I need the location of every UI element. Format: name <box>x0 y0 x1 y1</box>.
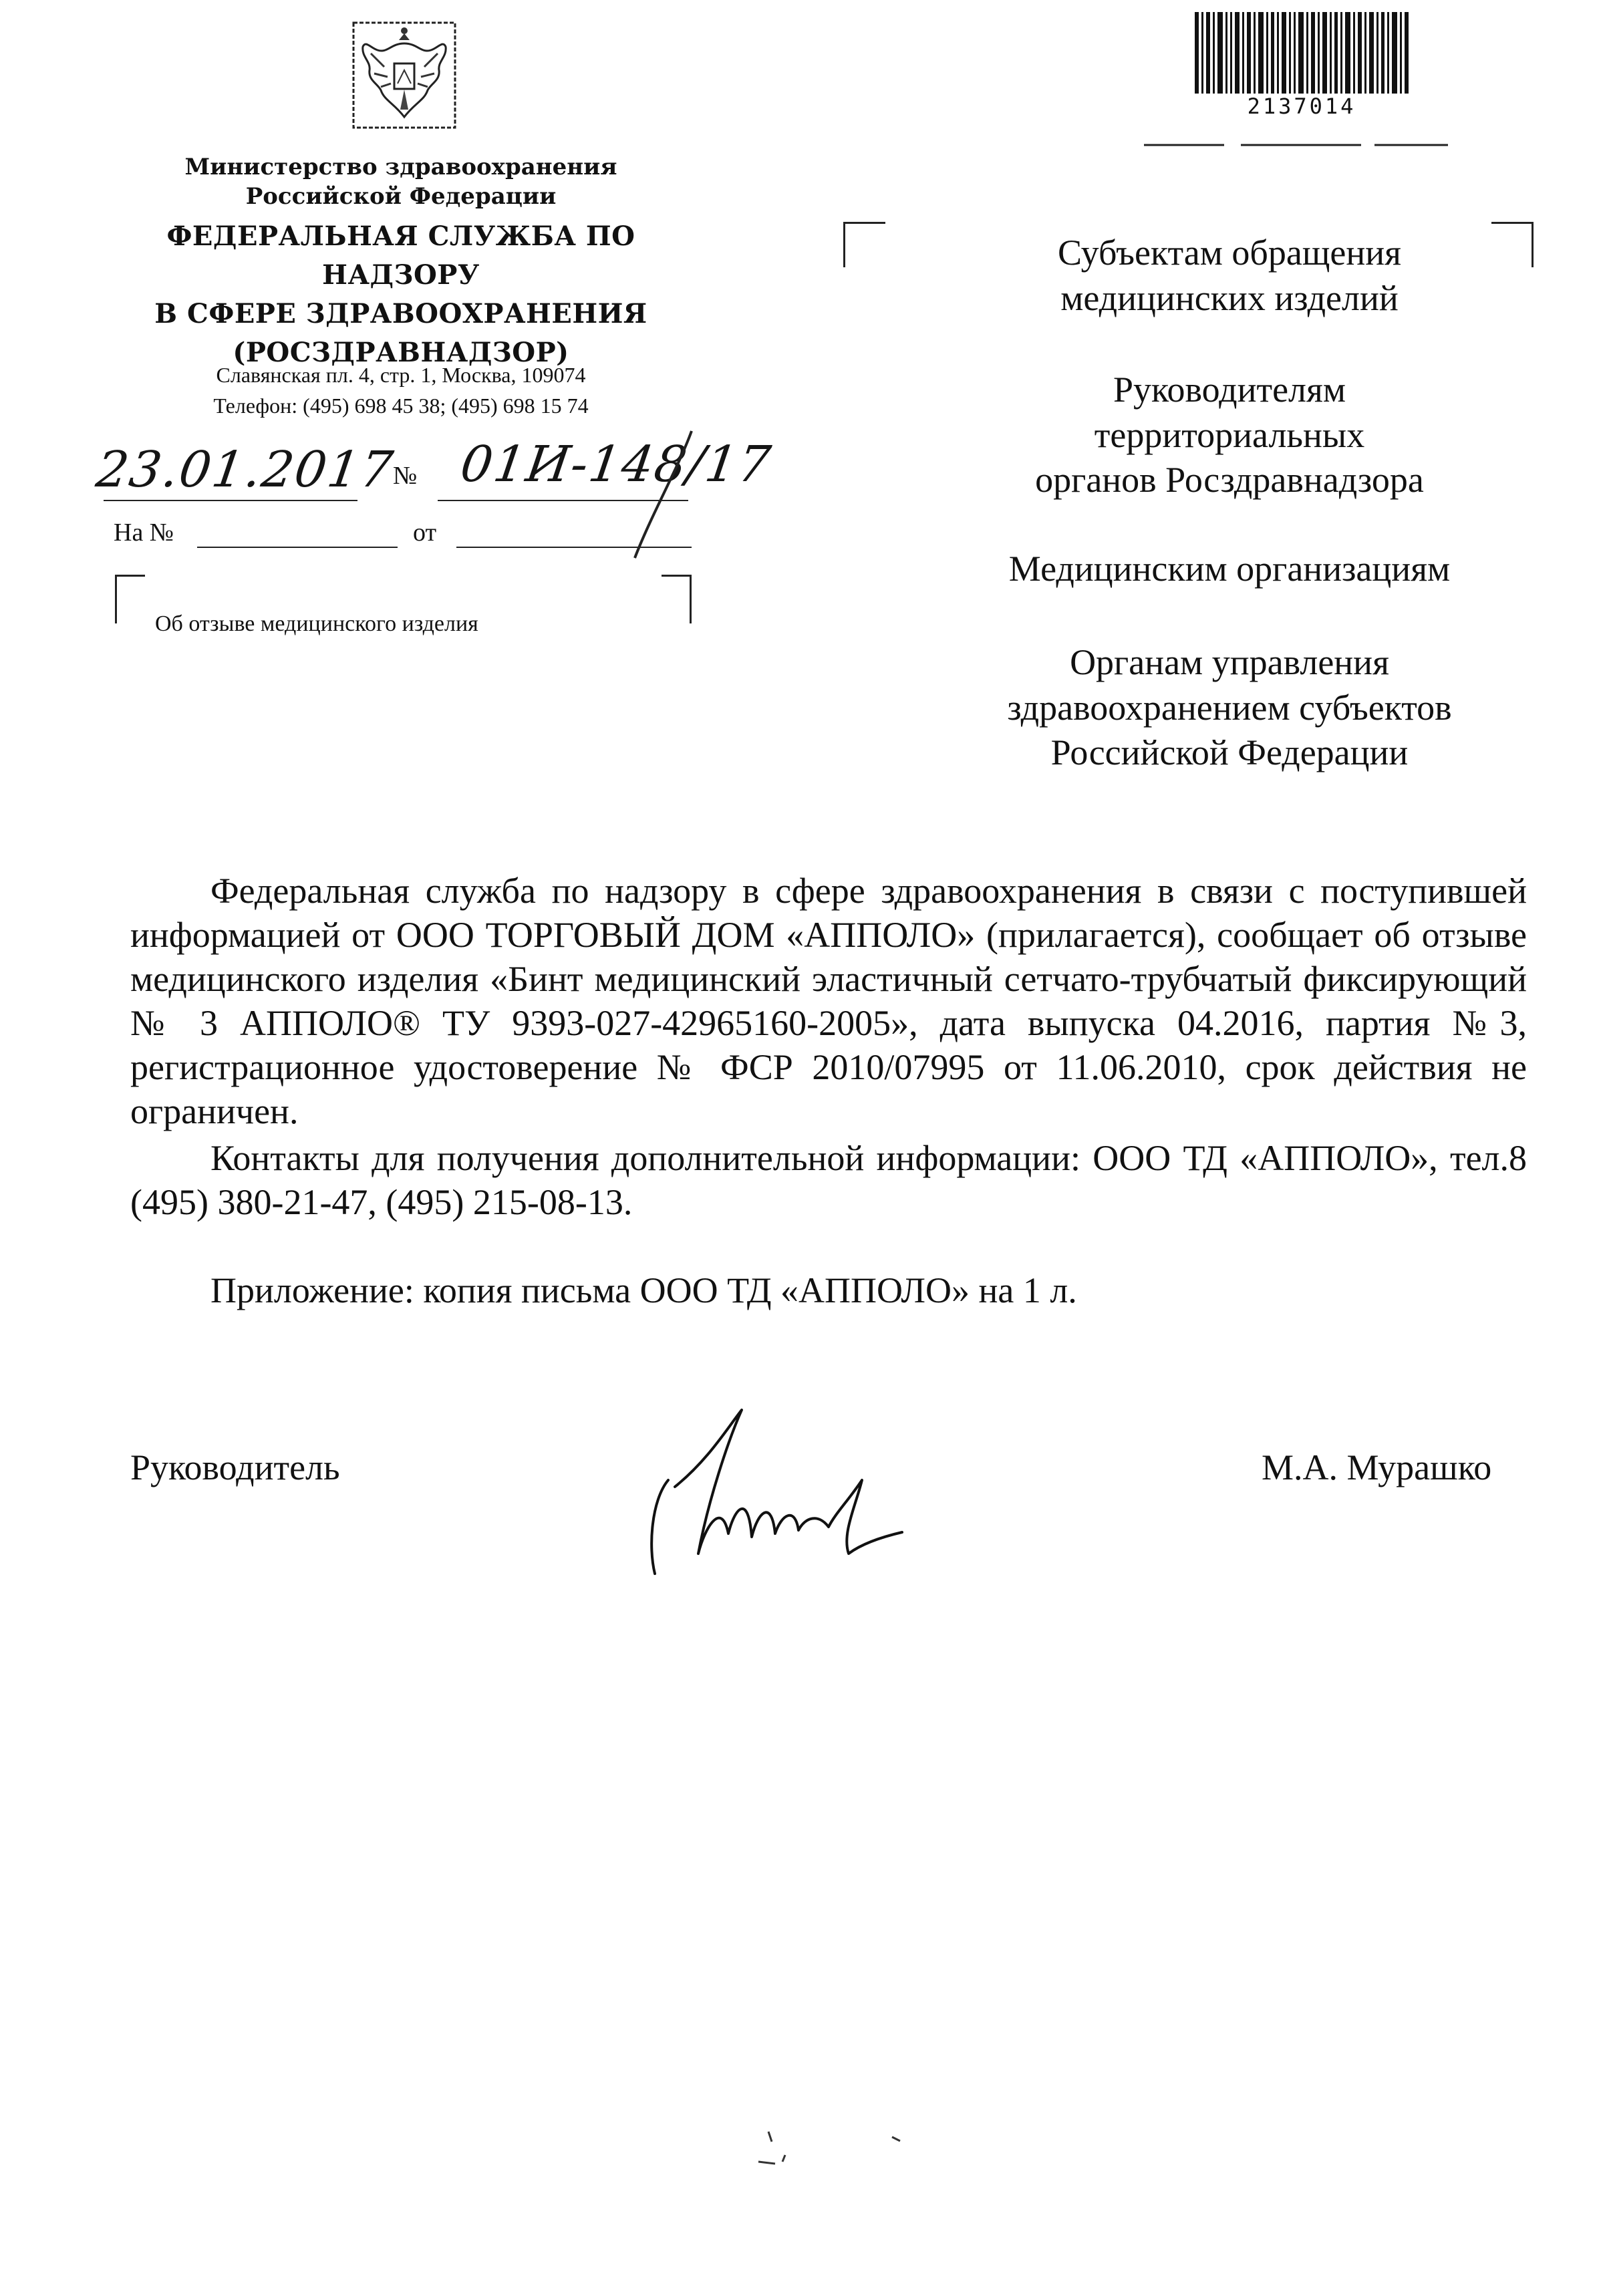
addressee-4-line-3: Российской Федерации <box>1050 732 1409 772</box>
addressee-2-line-3: органов Росздравнадзора <box>1035 460 1424 500</box>
reply-from-line <box>456 547 692 548</box>
barcode <box>1195 12 1409 94</box>
address-line-1: Славянская пл. 4, стр. 1, Москва, 109074 <box>216 363 586 387</box>
agency-address <box>134 360 668 422</box>
agency-line-3: (РОСЗДРАВНАДЗОР) <box>233 337 569 368</box>
addressee-block-1 <box>956 231 1503 321</box>
letter-subject: Об отзыве медицинского изделия <box>155 611 478 636</box>
addressee-3-line-1: Медицинским организациям <box>1008 549 1451 589</box>
ministry-name <box>147 152 655 211</box>
addressee-1-line-2: медицинских изделий <box>1060 277 1399 318</box>
addressee-block-4 <box>956 640 1503 776</box>
barcode-number: 2137014 <box>1247 94 1356 119</box>
address-line-2: Телефон: (495) 698 45 38; (495) 698 15 74 <box>213 394 589 418</box>
agency-line-1: ФЕДЕРАЛЬНАЯ СЛУЖБА ПО НАДЗОРУ <box>166 221 635 291</box>
ministry-line-2: Российской Федерации <box>245 183 557 210</box>
date-underline <box>104 500 357 501</box>
appendix-note: Приложение: копия письма ООО ТД «АППОЛО» на 1 л. <box>210 1270 1077 1310</box>
reply-from-label: от <box>413 519 437 547</box>
signatory-role: Руководитель <box>130 1447 340 1487</box>
addressee-corner-left <box>843 222 885 267</box>
reply-number-label: На № <box>114 519 174 547</box>
handwritten-slash-stroke <box>618 428 698 561</box>
agency-line-2: В СФЕРЕ ЗДРАВООХРАНЕНИЯ <box>154 298 647 329</box>
handwritten-signature <box>628 1400 929 1587</box>
agency-name <box>94 217 708 372</box>
addressee-4-line-1: Органам управления <box>1070 642 1389 682</box>
handwritten-number: 01И-148/17 <box>456 436 776 493</box>
addressee-2-line-2: территориальных <box>1094 414 1365 455</box>
subject-corner-right <box>662 575 692 623</box>
body-paragraph-2: Контакты для получения дополнительной информации: ООО ТД «АППОЛО», тел.8 (495) 380-21-47, (495) 215-08-13. <box>130 1138 1527 1222</box>
signatory-name: М.А. Мурашко <box>1262 1447 1492 1487</box>
addressee-block-3 <box>956 547 1503 592</box>
barcode-dashed-rule <box>1144 144 1448 146</box>
body-paragraph-1: Федеральная служба по надзору в сфере здравоохранения в связи с поступившей информацией от ООО ТОРГОВЫЙ ДОМ «АППОЛО» (прилагается), сообщает об отзыве медицинского изделия «Бинт медицинский эластичный сетчато-трубчатый фиксирующий № 3 АППОЛО® ТУ 9393-027-42965160-2005», дата выпуска 04.2016, партия №3, регистрационное удостоверение № ФСР 2010/07995 от 11.06.2010, срок действия не ограничен. <box>130 871 1527 1131</box>
number-sign: № <box>393 462 418 490</box>
coat-of-arms-emblem <box>351 20 458 130</box>
scan-artifact-marks <box>722 2125 922 2178</box>
addressee-4-line-2: здравоохранением субъектов <box>1007 687 1452 728</box>
reply-number-line <box>197 547 398 548</box>
addressee-2-line-1: Руководителям <box>1113 370 1346 410</box>
addressee-1-line-1: Субъектам обращения <box>1057 233 1402 273</box>
ministry-line-1: Министерство здравоохранения <box>184 154 617 180</box>
handwritten-date: 23.01.2017 <box>92 441 398 498</box>
subject-corner-left <box>115 575 145 623</box>
addressee-block-2 <box>956 368 1503 503</box>
